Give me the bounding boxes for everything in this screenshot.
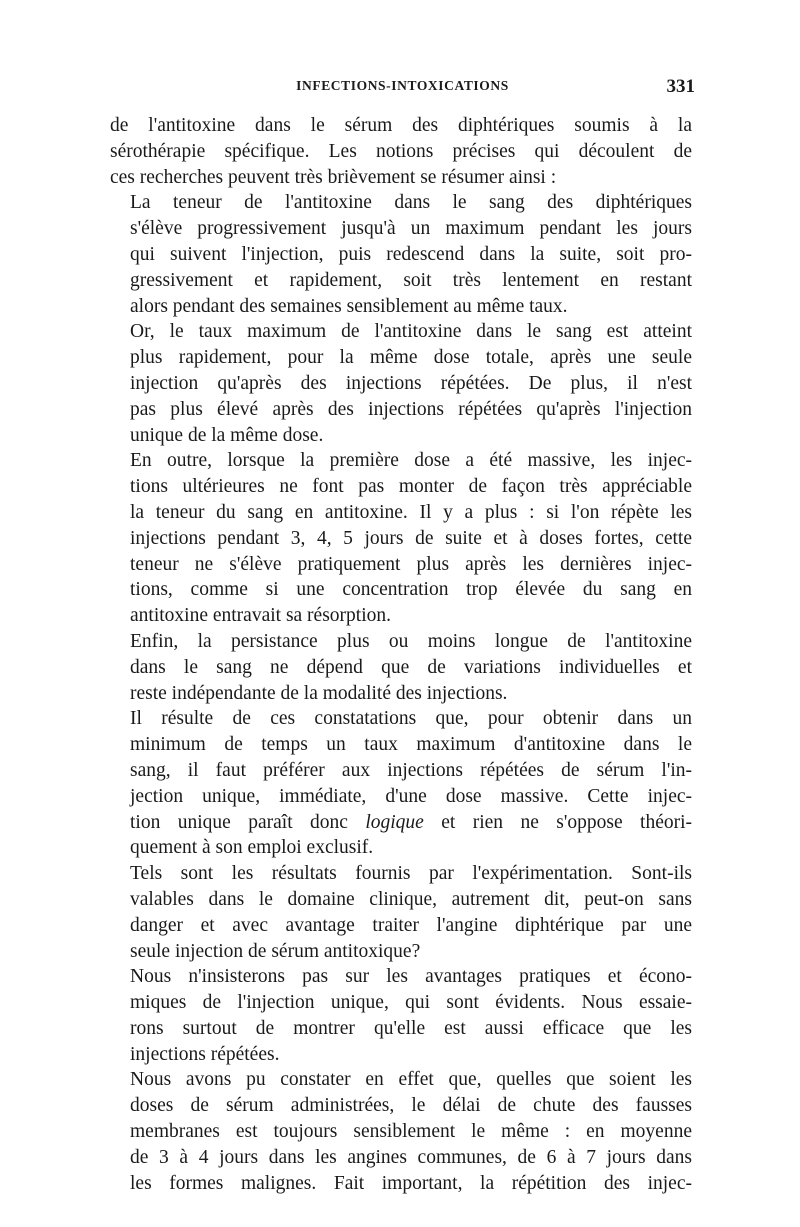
text-line: jection unique, immédiate, d'une dose massive. Cette injec-	[130, 785, 692, 807]
text-line: de 3 à 4 jours dans les angines communes, de 6 à 7 jours dans	[130, 1146, 692, 1168]
text-line: La teneur de l'antitoxine dans le sang des diphtériques	[130, 192, 692, 214]
text-line: sang, il faut préférer aux injections répétées de sérum l'in-	[130, 759, 692, 781]
text-segment: et rien ne s'oppose théori-	[423, 811, 693, 833]
text-line: dans le sang ne dépend que de variations individuelles et	[130, 656, 692, 678]
paragraph-7	[110, 861, 692, 964]
text-line: minimum de temps un taux maximum d'antitoxine dans le	[130, 734, 692, 756]
italic-word: logique	[365, 811, 424, 833]
text-line: reste indépendante de la modalité des injections.	[130, 682, 508, 704]
paragraph-6	[110, 706, 692, 861]
text-segment: tion unique paraît donc	[130, 811, 366, 833]
page-number: 331	[666, 76, 695, 97]
text-line: seule injection de sérum antitoxique?	[130, 940, 421, 962]
text-line: de l'antitoxine dans le sérum des diphtériques soumis à la	[110, 115, 692, 136]
text-line: Enfin, la persistance plus ou moins longue de l'antitoxine	[130, 630, 692, 652]
paragraph-3	[110, 319, 692, 448]
text-line-with-italic	[110, 810, 692, 836]
text-line: valables dans le domaine clinique, autrement dit, peut-on sans	[130, 888, 692, 910]
text-line: Nous avons pu constater en effet que, quelles que soient les	[130, 1069, 692, 1091]
text-line: alors pendant des semaines sensiblement au même taux.	[130, 295, 568, 317]
text-line: En outre, lorsque la première dose a été massive, les injec-	[130, 450, 692, 472]
paragraph-9	[110, 1067, 692, 1196]
text-line: unique de la même dose.	[130, 424, 324, 446]
text-line: injections répétées.	[130, 1043, 280, 1065]
text-line: tions ultérieures ne font pas monter de façon très appréciable	[130, 476, 692, 498]
text-line: ces recherches peuvent très brièvement se résumer ainsi :	[110, 166, 557, 188]
text-line: danger et avec avantage traiter l'angine diphtérique par une	[130, 914, 692, 936]
text-line: miques de l'injection unique, qui sont évidents. Nous essaie-	[130, 992, 692, 1014]
text-line: doses de sérum administrées, le délai de chute des fausses	[130, 1095, 692, 1117]
paragraph-5	[110, 629, 692, 706]
paragraph-1	[110, 113, 692, 190]
text-line: membranes est toujours sensiblement le même : en moyenne	[130, 1121, 692, 1143]
body-text	[110, 113, 692, 1196]
paragraph-2	[110, 190, 692, 319]
running-title: INFECTIONS-INTOXICATIONS	[296, 78, 509, 93]
text-line: plus rapidement, pour la même dose totale, après une seule	[130, 347, 692, 369]
text-line: qui suivent l'injection, puis redescend dans la suite, soit pro-	[130, 243, 692, 265]
text-line: Tels sont les résultats fournis par l'expérimentation. Sont-ils	[130, 863, 692, 885]
text-line: s'élève progressivement jusqu'à un maximum pendant les jours	[130, 218, 692, 240]
text-line: rons surtout de montrer qu'elle est aussi efficace que les	[130, 1017, 692, 1039]
paragraph-8	[110, 964, 692, 1067]
text-line: sérothérapie spécifique. Les notions précises qui découlent de	[110, 140, 692, 162]
text-line: antitoxine entravait sa résorption.	[130, 605, 392, 627]
text-line: Or, le taux maximum de l'antitoxine dans le sang est atteint	[130, 321, 692, 343]
running-header	[110, 78, 695, 102]
text-line: quement à son emploi exclusif.	[130, 837, 374, 859]
text-line: tions, comme si une concentration trop élevée du sang en	[130, 579, 692, 601]
text-line: Il résulte de ces constatations que, pour obtenir dans un	[130, 708, 692, 730]
text-line: la teneur du sang en antitoxine. Il y a plus : si l'on répète les	[130, 501, 692, 523]
text-line: injections pendant 3, 4, 5 jours de suite et à doses fortes, cette	[130, 527, 692, 549]
text-line: teneur ne s'élève pratiquement plus après les dernières injec-	[130, 553, 692, 575]
text-line: injection qu'après des injections répétées. De plus, il n'est	[130, 372, 692, 394]
text-line: pas plus élevé après des injections répétées qu'après l'injection	[130, 398, 692, 420]
text-line: gressivement et rapidement, soit très lentement en restant	[130, 269, 692, 291]
paragraph-4	[110, 448, 692, 629]
text-line: les formes malignes. Fait important, la répétition des injec-	[130, 1172, 692, 1194]
text-line: Nous n'insisterons pas sur les avantages pratiques et écono-	[130, 966, 692, 988]
